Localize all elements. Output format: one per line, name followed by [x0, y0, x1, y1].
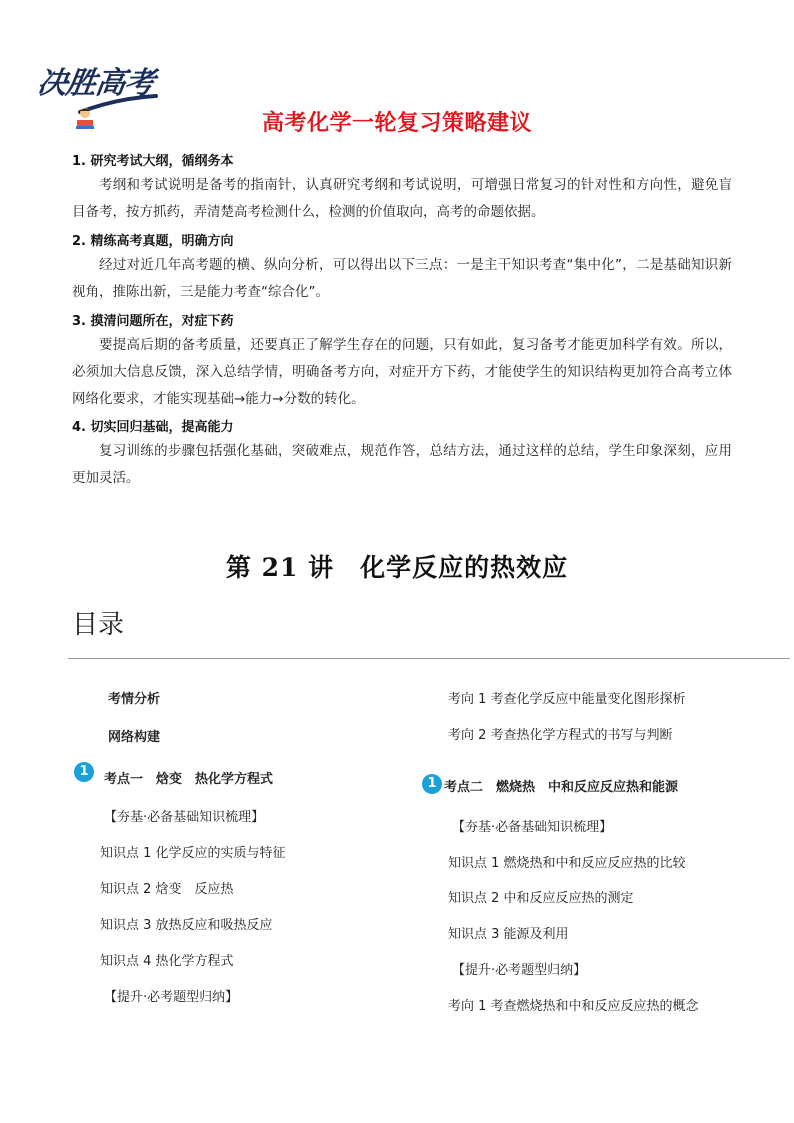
strategy-section-1	[72, 152, 732, 226]
point-number-badge: 1	[422, 774, 442, 794]
toc-item-knowledge-4[interactable]: 知识点 4 热化学方程式	[100, 954, 234, 969]
point-number-badge: 1	[74, 762, 94, 782]
section-heading: 1. 研究考试大纲，循纲务本	[72, 154, 234, 169]
toc-item-knowledge-2[interactable]: 知识点 2 中和反应反应热的测定	[448, 891, 634, 906]
toc-item-network[interactable]: 网络构建	[108, 730, 161, 745]
section-heading: 2. 精练高考真题，明确方向	[72, 234, 234, 249]
section-body: 要提高后期的备考质量，还要真正了解学生存在的问题，只有如此，复习备考才能更加科学有效。所以，必须加大信息反馈，深入总结学情，明确备考方向，对症开方下药，才能使学生的知识结构更加符合高考立体网络化要求，才能实现基础→能力→分数的转化。	[72, 337, 732, 407]
toc-item-improve[interactable]: 【提升·必考题型归纳】	[104, 990, 239, 1005]
section-body: 考纲和考试说明是备考的指南针，认真研究考纲和考试说明，可增强日常复习的针对性和方向性，避免盲目备考，按方抓药，弄清楚高考检测什么，检测的价值取向，高考的命题依据。	[72, 177, 732, 220]
toc-item-knowledge-3[interactable]: 知识点 3 放热反应和吸热反应	[100, 918, 273, 933]
page-title: 高考化学一轮复习策略建议	[261, 111, 532, 136]
toc-item-analysis[interactable]: 考情分析	[108, 692, 161, 707]
strategy-section-2	[72, 232, 732, 306]
logo-text: 决胜高考	[35, 66, 156, 101]
toc-divider	[68, 658, 790, 659]
section-heading: 4. 切实回归基础，提高能力	[72, 420, 234, 435]
toc-item-knowledge-1[interactable]: 知识点 1 化学反应的实质与特征	[100, 846, 286, 861]
toc-item-knowledge-2[interactable]: 知识点 2 焓变 反应热	[100, 882, 234, 897]
lesson-title: 第 21 讲 化学反应的热效应	[225, 553, 569, 582]
toc-item-point-2[interactable]: 考点二 燃烧热 中和反应反应热和能源	[444, 780, 679, 795]
toc-item-point-1[interactable]: 考点一 焓变 热化学方程式	[104, 772, 274, 787]
toc-item-foundation[interactable]: 【夯基·必备基础知识梳理】	[452, 820, 613, 835]
section-body: 经过对近几年高考题的横、纵向分析，可以得出以下三点：一是主干知识考查“集中化”，二是基础知识新视角，推陈出新，三是能力考查“综合化”。	[72, 257, 732, 300]
section-body: 复习训练的步骤包括强化基础，突破难点，规范作答，总结方法，通过这样的总结，学生印象深刻，应用更加灵活。	[72, 443, 732, 486]
strategy-section-3	[72, 312, 732, 413]
toc-item-direction-2[interactable]: 考向 2 考查热化学方程式的书写与判断	[448, 728, 673, 743]
toc-item-foundation[interactable]: 【夯基·必备基础知识梳理】	[104, 810, 265, 825]
toc-item-knowledge-3[interactable]: 知识点 3 能源及利用	[448, 927, 569, 942]
toc-item-direction-3[interactable]: 考向 1 考查燃烧热和中和反应反应热的概念	[448, 999, 699, 1014]
toc-item-knowledge-1[interactable]: 知识点 1 燃烧热和中和反应反应热的比较	[448, 856, 686, 871]
toc-title: 目录	[72, 610, 125, 640]
toc-item-direction-1[interactable]: 考向 1 考查化学反应中能量变化图形探析	[448, 692, 686, 707]
strategy-section-4	[72, 418, 732, 492]
section-heading: 3. 摸清问题所在，对症下药	[72, 314, 234, 329]
toc-item-improve[interactable]: 【提升·必考题型归纳】	[452, 963, 587, 978]
